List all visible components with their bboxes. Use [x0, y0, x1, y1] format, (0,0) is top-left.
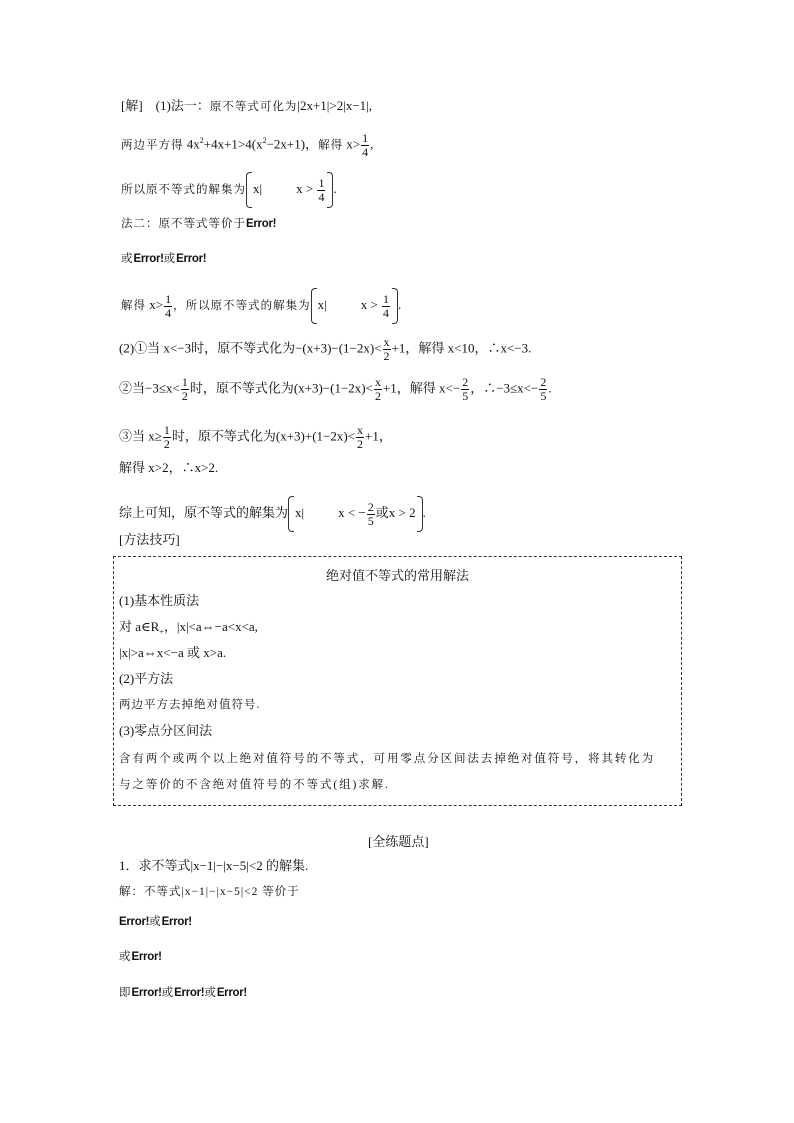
- answer-1-line-2: 或Error!: [119, 951, 162, 963]
- practice-heading: [全练题点]: [368, 834, 429, 849]
- summary-line: 综上可知，原不等式的解集为 x| x < − $\frac{2}{5}$ 或x > 2 .: [119, 496, 426, 532]
- solution-set-line: 所以原不等式的解集为 x| x > $\frac{1}{4}$ .: [121, 172, 337, 208]
- tip-3-title: (3)零点分区间法: [119, 723, 213, 738]
- tip-1-line-2: |x|>a⇔x<−a 或 x>a.: [119, 645, 227, 660]
- part2-case1: (2)①当 x<−3时，原不等式化为−(x+3)−(1−2x)< $\frac{x}{2}$ +1，解得 x<10，∴x<−3.: [119, 335, 532, 363]
- part2-case3: ③当 x≥ $\frac{1}{2}$ 时，原不等式化为(x+3)+(1−2x)< $\frac{x}{2}$ +1，: [119, 423, 392, 451]
- tip-2-title: (2)平方法: [119, 671, 174, 686]
- left-brace: [246, 172, 252, 208]
- method-2-result: 解得 x> $\frac{1}{4}$ ，所以原不等式的解集为 x| x > $\frac{1}{4}$ .: [121, 288, 401, 324]
- tip-2-text: 两边平方去掉绝对值符号.: [119, 699, 261, 711]
- method-2-alternatives: 或Error!或Error!: [121, 253, 207, 265]
- tip-3-text-1: 含有两个或两个以上绝对值符号的不等式，可用零点分区间法去掉绝对值符号，将其转化为: [119, 753, 655, 765]
- answer-1-line-1: Error!或Error!: [119, 916, 192, 928]
- tip-1-title: (1)基本性质法: [119, 593, 200, 608]
- solution-line-2: 两边平方得 $4x^2+4x+1>4(x^2-2x+1)$，解得 x> $\frac{1}{4}$ ,: [121, 131, 374, 159]
- method-2-line: 法二：原不等式等价于Error!: [121, 218, 277, 230]
- fraction: $\frac{1}{4}$: [362, 131, 369, 159]
- tip-1-line-1: 对 $a\in R_+$，|x|<a⇔−a<x<a,: [119, 619, 258, 637]
- tip-3-text-2: 与之等价的不含绝对值符号的不等式(组)求解.: [119, 779, 390, 791]
- part2-case2: ②当−3≤x< $\frac{1}{2}$ 时，原不等式化为(x+3)−(1−2x)< $\frac{x}{2}$ +1，解得 x<− $\frac{2}{5}$ ，∴−3≤x<− $\frac{2}{5}$ .: [119, 375, 552, 403]
- tips-box-title: 绝对值不等式的常用解法: [325, 568, 469, 583]
- part2-case3-result: 解得 x>2，∴x>2.: [119, 460, 219, 475]
- question-1: 1．求不等式|x−1|−|x−5|<2 的解集.: [119, 858, 309, 873]
- answer-1-intro: 解：不等式|x−1|−|x−5|<2 等价于: [119, 886, 300, 898]
- answer-1-line-3: 即Error!或Error!或Error!: [119, 987, 247, 999]
- method-tips-label: [方法技巧]: [119, 532, 180, 547]
- solution-label: [解]: [121, 98, 143, 113]
- solution-line-1: [解] (1)法一：原不等式可化为|2x+1|>2|x−1|,: [121, 98, 372, 113]
- tips-box: [113, 556, 682, 806]
